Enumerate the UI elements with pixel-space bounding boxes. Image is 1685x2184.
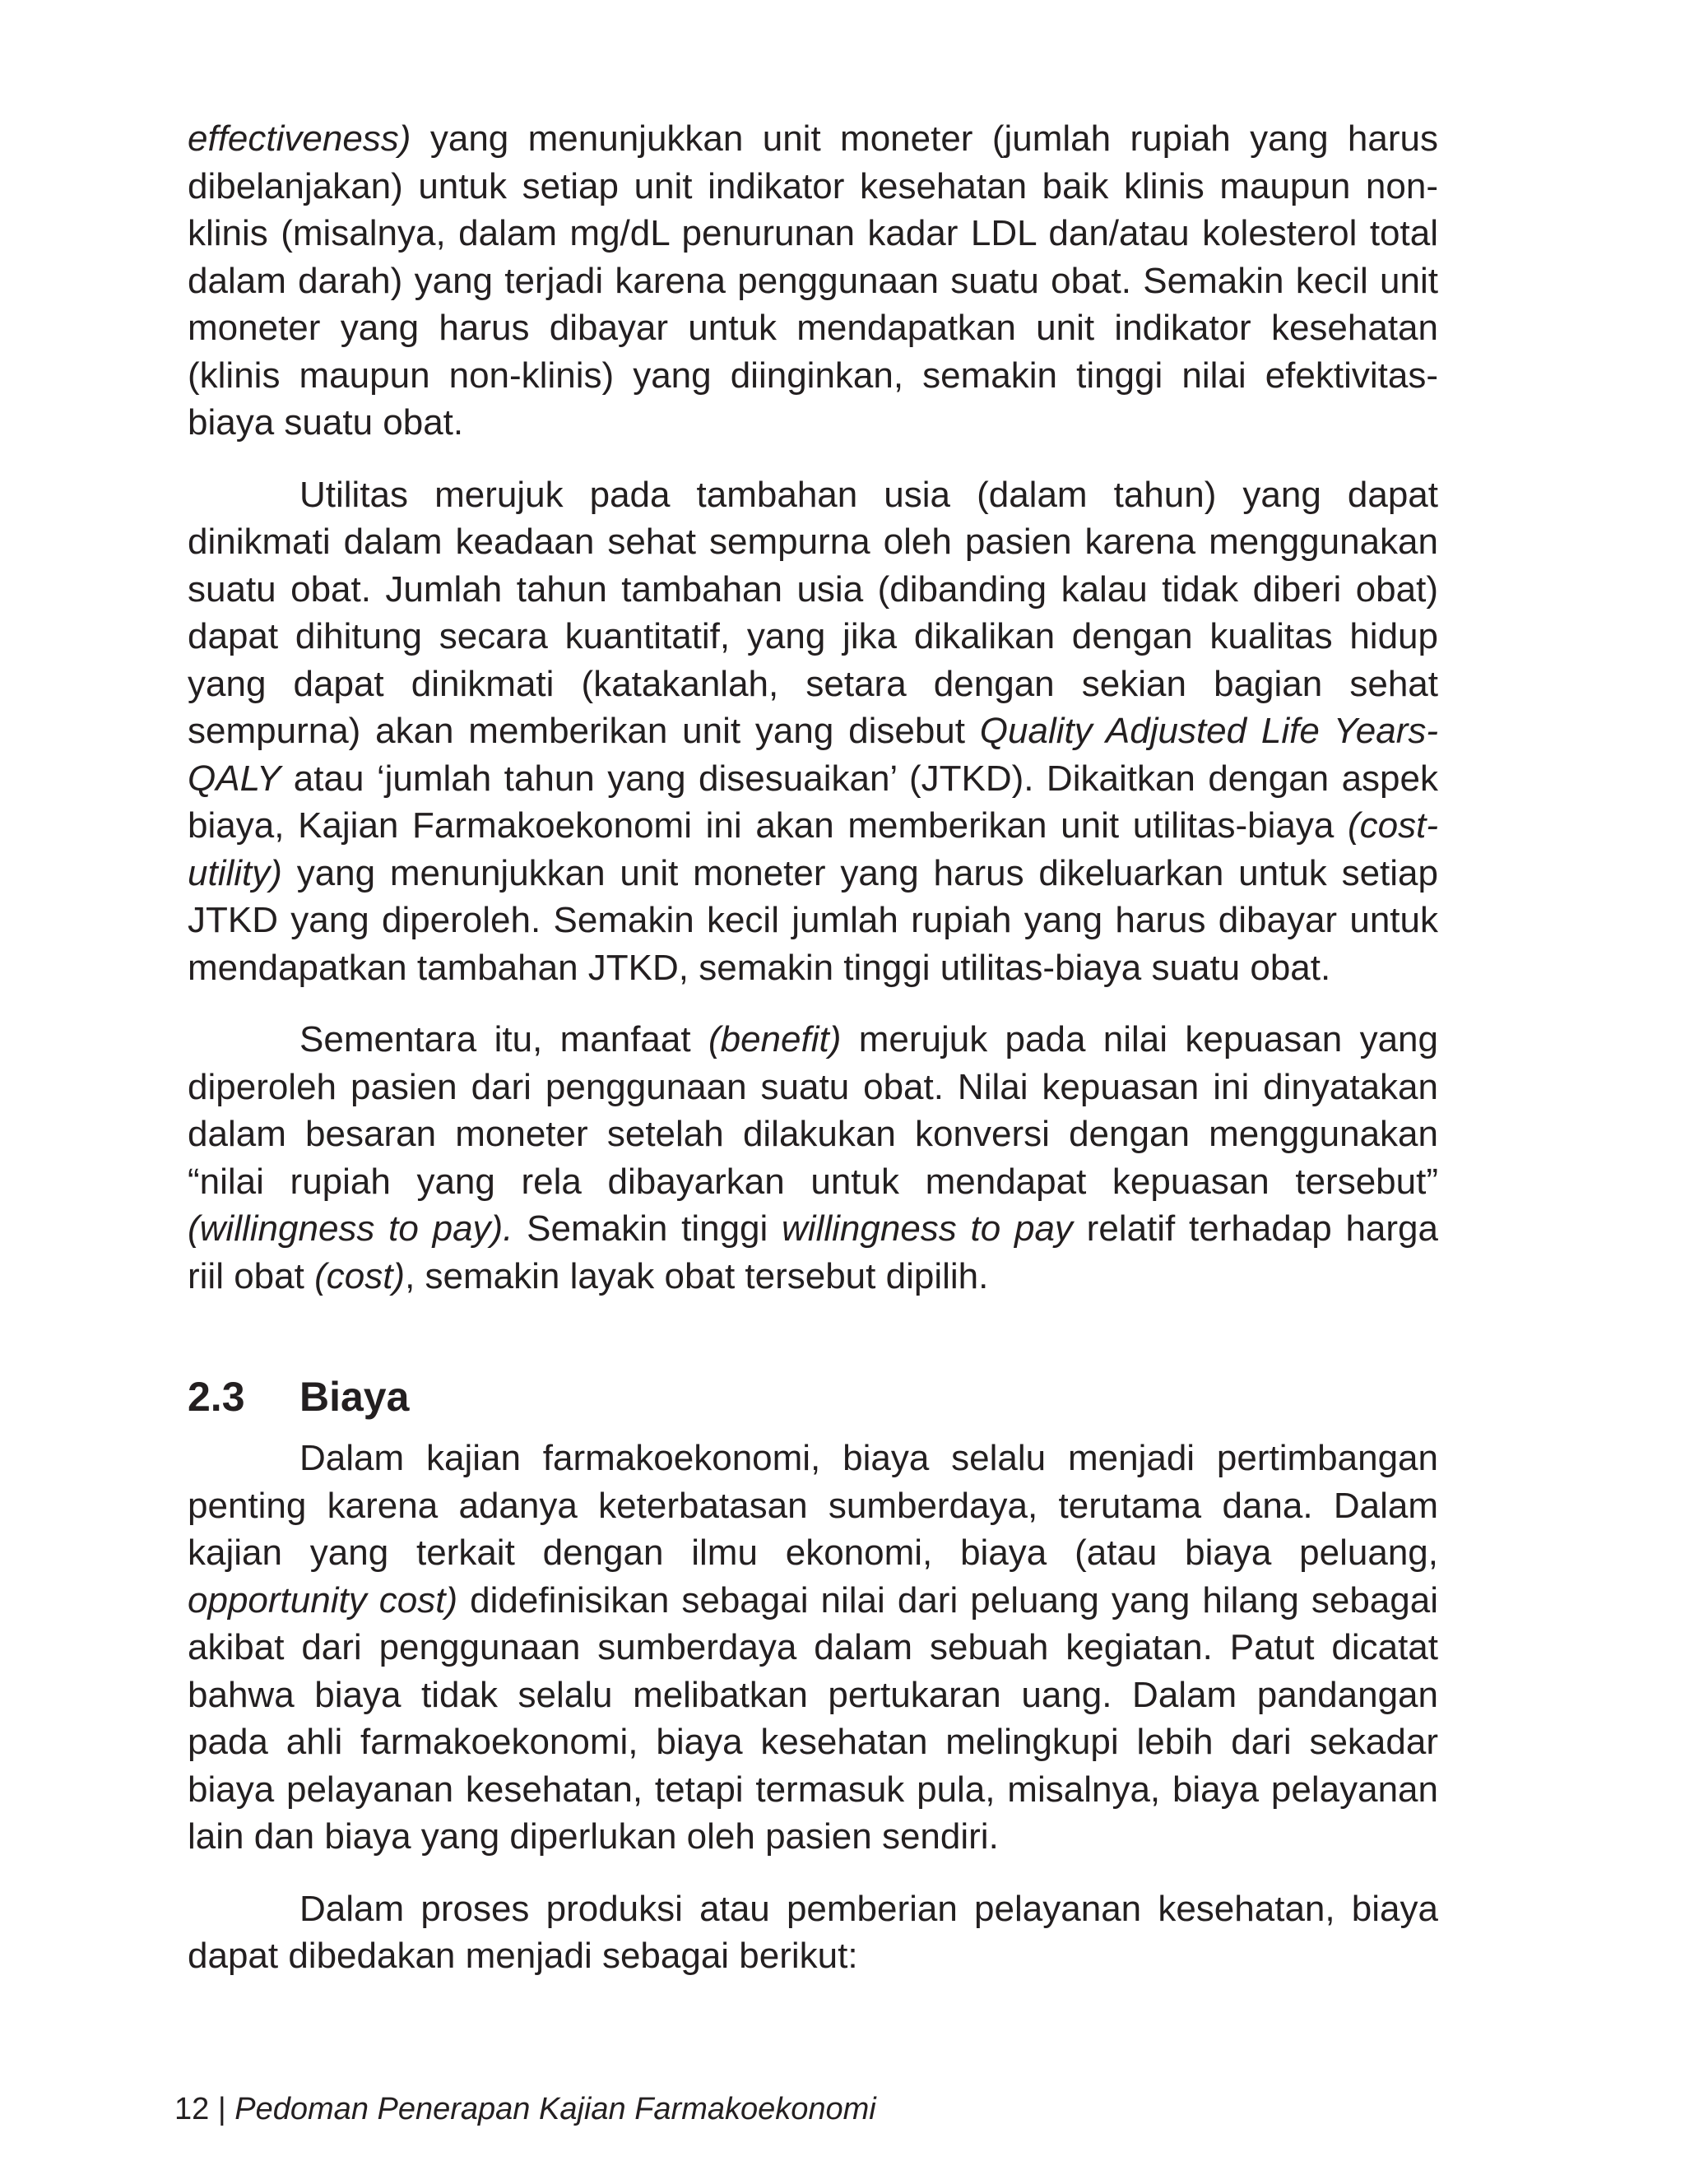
paragraph-emphasis: opportunity cost): [188, 1579, 458, 1621]
paragraph-text: Dalam proses produksi atau pemberian pelayanan kesehatan, biaya dapat dibedakan menjadi sebagai berikut:: [188, 1888, 1438, 1976]
page-number: 12: [174, 2092, 210, 2126]
paragraph-emphasis: effectiveness): [188, 118, 411, 159]
paragraph-effectiveness: [188, 115, 1438, 447]
paragraph-emphasis: willingness to pay: [782, 1208, 1073, 1249]
section-title: Biaya: [299, 1374, 410, 1420]
paragraph-emphasis: Quality Adjusted Life Years-QALY: [188, 711, 1438, 799]
paragraph-text: Utilitas merujuk pada tambahan usia (dalam tahun) yang dapat dinikmati dalam keadaan sehat sempurna oleh pasien karena menggunakan suatu obat. Jumlah tahun tambahan usia (dibanding kalau tidak diberi obat) dapat dihitung secara kuantitatif, yang jika dikalikan dengan kualitas hidup yang dapat dinikmati (katakanlah, setara dengan sekian bagian sehat sempurna) akan memberikan unit yang disebut: [188, 474, 1438, 751]
paragraph-text: merujuk pada nilai kepuasan yang diperoleh pasien dari penggunaan suatu obat. Nilai kepuasan ini dinyatakan dalam besaran moneter setelah dilakukan konversi dengan menggunakan “nilai rupiah yang rela dibayarkan untuk mendapat kepuasan tersebut”: [188, 1019, 1438, 1202]
paragraph-text: , semakin layak obat tersebut dipilih.: [405, 1255, 989, 1296]
paragraph-emphasis: (cost): [314, 1255, 406, 1296]
paragraph-text: Sementara itu, manfaat: [299, 1019, 708, 1060]
paragraph-text: relatif terhadap harga riil obat: [188, 1208, 1438, 1296]
page-body: [188, 115, 1438, 1980]
paragraph-text: yang menunjukkan unit moneter yang harus dikeluarkan untuk setiap JTKD yang diperoleh. Semakin kecil jumlah rupiah yang harus dibayar untuk mendapatkan tambahan JTKD, semakin tinggi utilitas-biaya suatu obat.: [188, 852, 1438, 988]
paragraph-text: yang menunjukkan unit moneter (jumlah rupiah yang harus dibelanjakan) untuk setiap unit indikator kesehatan baik klinis maupun non-klinis (misalnya, dalam mg/dL penurunan kadar LDL dan/atau kolesterol total dalam darah) yang terjadi karena penggunaan suatu obat. Semakin kecil unit moneter yang harus dibayar untuk mendapatkan unit indikator kesehatan (klinis maupun non-klinis) yang diinginkan, semakin tinggi nilai efektivitas-biaya suatu obat.: [188, 118, 1438, 443]
paragraph-text: Semakin tinggi: [513, 1208, 782, 1249]
page-footer: [174, 2089, 876, 2129]
paragraph-cost-types-intro: [188, 1885, 1438, 1980]
paragraph-cost-definition: [188, 1435, 1438, 1861]
footer-title: Pedoman Penerapan Kajian Farmakoekonomi: [234, 2092, 876, 2126]
paragraph-emphasis: (willingness to pay).: [188, 1208, 513, 1249]
paragraph-benefit: [188, 1016, 1438, 1300]
footer-separator: |: [217, 2092, 226, 2126]
section-heading: [188, 1372, 1438, 1421]
paragraph-emphasis: (benefit): [708, 1019, 842, 1060]
section-number: 2.3: [188, 1374, 245, 1420]
paragraph-text: Dalam kajian farmakoekonomi, biaya selalu menjadi pertimbangan penting karena adanya keterbatasan sumberdaya, terutama dana. Dalam kajian yang terkait dengan ilmu ekonomi, biaya (atau biaya peluang,: [188, 1438, 1438, 1573]
paragraph-text: didefinisikan sebagai nilai dari peluang yang hilang sebagai akibat dari penggunaan sumberdaya dalam sebuah kegiatan. Patut dicatat bahwa biaya tidak selalu melibatkan pertukaran uang. Dalam pandangan pada ahli farmakoekonomi, biaya kesehatan melingkupi lebih dari sekadar biaya pelayanan kesehatan, tetapi termasuk pula, misalnya, biaya pelayanan lain dan biaya yang diperlukan oleh pasien sendiri.: [188, 1579, 1438, 1857]
paragraph-emphasis: (cost-utility): [188, 805, 1438, 893]
paragraph-text: atau ‘jumlah tahun yang disesuaikan’ (JTKD). Dikaitkan dengan aspek biaya, Kajian Farmakoekonomi ini akan memberikan unit utilitas-biaya: [188, 758, 1438, 846]
paragraph-utility: [188, 471, 1438, 992]
